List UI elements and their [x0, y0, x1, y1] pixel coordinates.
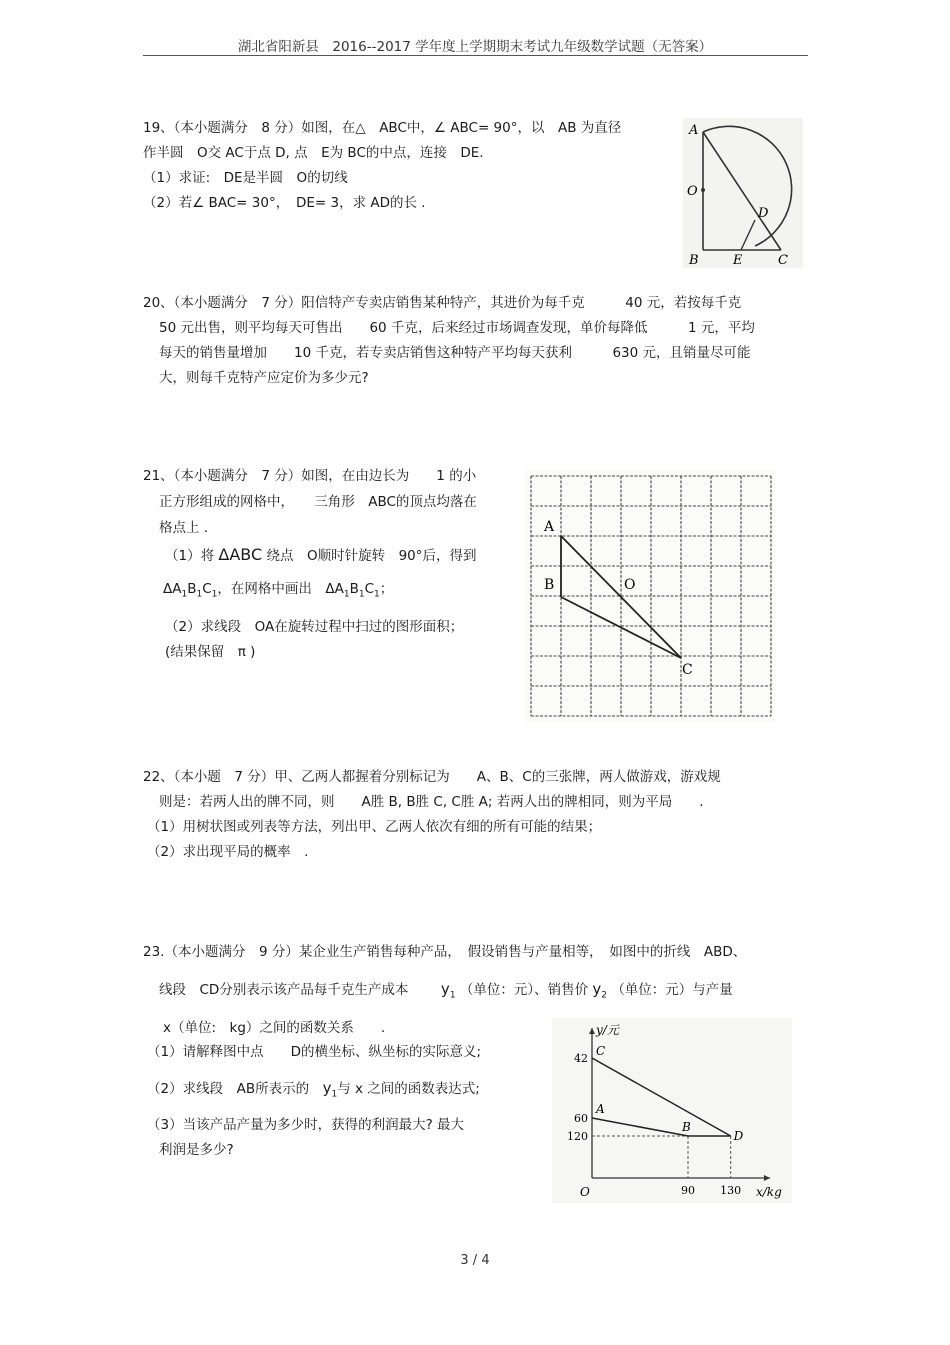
- chart-origin-label: O: [580, 1185, 590, 1199]
- q19-label-o: O: [687, 184, 698, 199]
- q23-part-2-a: （2）求线段 AB所表示的: [147, 1081, 323, 1097]
- q21-line-3: 格点上 .: [159, 520, 209, 536]
- q23-line-2-b: （单位：元）、销售价: [459, 982, 589, 998]
- q21-label-o: O: [624, 577, 636, 593]
- q20-line-4: 大，则每千克特产应定价为多少元?: [159, 370, 369, 386]
- q22-line-2: 则是：若两人出的牌不同，则 A胜 B, B胜 C, C胜 A; 若两人出的牌相同，则为平局 .: [159, 794, 704, 810]
- q19-line-2: 作半圆 O交 AC于点 D, 点 E为 BC的中点，连接 DE.: [143, 145, 484, 161]
- q19-label-d: D: [758, 206, 769, 221]
- point-label-d: D: [733, 1129, 744, 1143]
- q23-y1: y: [440, 980, 450, 998]
- y-tick-label: 60: [574, 1112, 588, 1125]
- q21-part-1-rest: 绕点 O顺时针旋转 90°后，得到: [266, 548, 477, 564]
- q21-grid-figure: [525, 470, 777, 722]
- q23-sub: 2: [601, 990, 608, 1001]
- q21-part-1-cont: [163, 583, 393, 600]
- y-tick-label: 120: [567, 1130, 588, 1143]
- q20-line-1: 20、（本小题满分 7 分）阳信特产专卖店销售某种特产，其进价为每千克 40 元，若按每千克: [143, 295, 742, 311]
- chart-x-label: x/kg: [756, 1185, 782, 1199]
- q19-line-4: （2）若∠ BAC= 30°， DE= 3，求 AD的长 .: [143, 195, 426, 211]
- q22-line-4: （2）求出现平局的概率 .: [147, 844, 309, 860]
- q21-label-c: C: [682, 662, 693, 678]
- point-label-b: B: [682, 1120, 691, 1134]
- point-label-c: C: [596, 1044, 606, 1058]
- q23-line-2-a: 线段 CD分别表示该产品每千克生产成本: [159, 982, 409, 998]
- x-tick-label: 130: [720, 1184, 742, 1197]
- q19-label-c: C: [778, 253, 788, 268]
- q19-line-1: 19、（本小题满分 8 分）如图，在△ ABC中，∠ ABC= 90°，以 AB 为直径: [143, 120, 622, 136]
- q22-line-3: （1）用树状图或列表等方法，列出甲、乙两人依次有细的所有可能的结果；: [147, 819, 602, 835]
- q23-sub: 1: [331, 1089, 338, 1100]
- q19-label-b: B: [689, 253, 699, 268]
- q20-line-2: 50 元出售，则平均每天可售出 60 千克，后来经过市场调查发现，单价每降低 1 元，平均: [159, 320, 755, 336]
- q23-line-1: 23.（本小题满分 9 分）某企业生产销售每种产品， 假设销售与产量相等， 如图中的折线 ABD、: [143, 944, 747, 960]
- q21-triangle-abc: ΔABC: [218, 545, 263, 564]
- q21-tri-b1: B: [187, 581, 197, 597]
- header-rule: [143, 55, 808, 56]
- q21-sub: 1: [343, 589, 350, 600]
- q21-tri-c1: C: [202, 581, 212, 597]
- q21-sub: 1: [196, 589, 203, 600]
- chart-y-label: y/元: [596, 1023, 619, 1037]
- page-number: 3 / 4: [460, 1253, 490, 1268]
- q23-part-2: [147, 1081, 480, 1100]
- q19-label-a: A: [689, 123, 699, 138]
- q21-sub: 1: [358, 589, 365, 600]
- q22-line-1: 22、（本小题 7 分）甲、乙两人都握着分别标记为 A、B、C的三张牌，两人做游戏，游戏规: [143, 769, 721, 785]
- page-header: 湖北省阳新县 2016--2017 学年度上学期期末考试九年级数学试题（无答案）: [237, 39, 713, 55]
- q21-semicolon: ；: [379, 581, 394, 597]
- q21-label-a: A: [544, 519, 555, 535]
- q23-part-3-b: 利润是多少?: [159, 1142, 234, 1158]
- q21-sub: 1: [211, 589, 218, 600]
- q19-line-3: （1）求证: DE是半圆 O的切线: [143, 170, 348, 186]
- q21-part-2: （2）求线段 OA在旋转过程中扫过的图形面积；: [165, 619, 464, 635]
- y-tick-label: 42: [574, 1052, 588, 1065]
- q21-tri-b1-b: B: [349, 581, 359, 597]
- q23-part2-y1: y: [322, 1079, 332, 1097]
- q21-tri-a1-a: ΔA: [163, 581, 182, 597]
- q21-sub: 1: [374, 589, 380, 600]
- q21-part-2-note: (结果保留 π ): [165, 644, 256, 660]
- q19-figure: [683, 118, 803, 268]
- q21-tri-a1-b: ΔA: [325, 581, 344, 597]
- q21-line-1: 21、（本小题满分 7 分）如图，在由边长为 1 的小: [143, 468, 477, 484]
- q23-sub: 1: [449, 990, 456, 1001]
- q23-line-3: x（单位: kg）之间的函数关系 .: [163, 1020, 386, 1036]
- q23-part-2-b: 与 x 之间的函数表达式;: [337, 1081, 480, 1097]
- q19-label-e: E: [733, 253, 743, 268]
- point-label-a: A: [596, 1102, 605, 1116]
- q21-part-1: [165, 547, 477, 564]
- q21-line-2: 正方形组成的网格中， 三角形 ABC的顶点均落在: [159, 494, 477, 510]
- q20-line-3: 每天的销售量增加 10 千克，若专卖店销售这种特产平均每天获利 630 元，且销量尽可能: [159, 345, 751, 361]
- x-tick-label: 90: [681, 1184, 695, 1197]
- q23-line-2: [159, 982, 733, 1001]
- q21-label-b: B: [544, 577, 555, 593]
- q21-tri-c1-b: C: [364, 581, 375, 597]
- q23-line-2-c: （单位：元）与产量: [611, 982, 733, 998]
- q23-part-1: （1）请解释图中点 D的横坐标、纵坐标的实际意义;: [147, 1044, 482, 1060]
- q23-part-3: （3）当该产品产量为多少时，获得的利润最大? 最大: [147, 1117, 465, 1133]
- q23-chart: [552, 1018, 792, 1203]
- q21-draw-text: ，在网格中画出: [217, 581, 326, 597]
- q23-y2: y: [592, 980, 602, 998]
- q21-part-1-prefix: （1）将: [165, 548, 215, 564]
- q21-sub: 1: [181, 589, 188, 600]
